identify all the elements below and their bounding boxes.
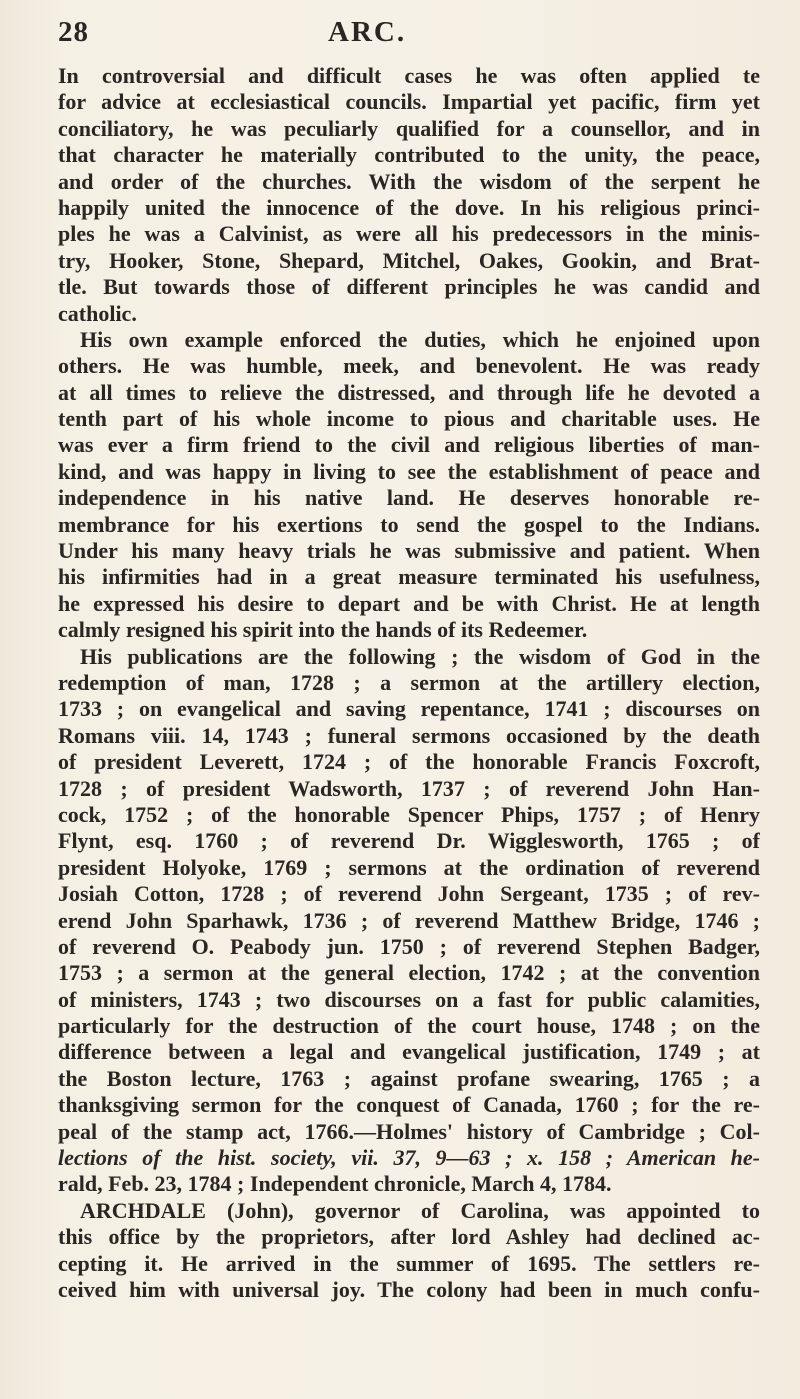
text-line: was ever a firm friend to the civil and religious liberties of man- xyxy=(58,432,760,458)
text-line: that character he materially contributed to the unity, the peace, xyxy=(58,142,760,168)
text-line: catholic. xyxy=(58,300,137,326)
page-number: 28 xyxy=(58,16,89,48)
text-line: of reverend O. Peabody jun. 1750 ; of reverend Stephen Badger, xyxy=(58,933,760,959)
body-text xyxy=(58,63,760,1303)
text-line: particularly for the destruction of the court house, 1748 ; on the xyxy=(58,1013,760,1039)
running-head: ARC. xyxy=(328,16,407,48)
text-line: ples he was a Calvinist, as were all his predecessors in the minis- xyxy=(58,221,760,247)
text-line: tenth part of his whole income to pious and charitable uses. He xyxy=(58,406,760,432)
text-line: and order of the churches. With the wisdom of the serpent he xyxy=(58,168,760,194)
text-line: at all times to relieve the distressed, and through life he devoted a xyxy=(58,379,760,405)
text-line: he expressed his desire to depart and be with Christ. He at length xyxy=(58,590,760,616)
text-line: happily united the innocence of the dove. In his religious princi- xyxy=(58,194,760,220)
text-line: Romans viii. 14, 1743 ; funeral sermons occasioned by the death xyxy=(58,722,760,748)
text-line: tle. But towards those of different principles he was candid and xyxy=(58,274,760,300)
text-line: thanksgiving sermon for the conquest of Canada, 1760 ; for the re- xyxy=(58,1092,760,1118)
text-line: this office by the proprietors, after lord Ashley had declined ac- xyxy=(58,1224,760,1250)
text-line: calmly resigned his spirit into the hands of its Redeemer. xyxy=(58,617,588,643)
text-line: 1733 ; on evangelical and saving repentance, 1741 ; discourses on xyxy=(58,696,760,722)
text-line: redemption of man, 1728 ; a sermon at the artillery election, xyxy=(58,669,760,695)
text-line: the Boston lecture, 1763 ; against profane swearing, 1765 ; a xyxy=(58,1065,760,1091)
text-line: 1728 ; of president Wadsworth, 1737 ; of reverend John Han- xyxy=(58,775,760,801)
text-line: 1753 ; a sermon at the general election, 1742 ; at the convention xyxy=(58,960,760,986)
text-line: difference between a legal and evangelical justification, 1749 ; at xyxy=(58,1039,760,1065)
text-line: peal of the stamp act, 1766.—Holmes' history of Cambridge ; Col- xyxy=(58,1118,760,1144)
text-line: independence in his native land. He deserves honorable re- xyxy=(58,485,760,511)
text-line: ceived him with universal joy. The colony had been in much confu- xyxy=(58,1276,760,1302)
text-line: His own example enforced the duties, which he enjoined upon xyxy=(80,326,760,352)
text-line: membrance for his exertions to send the gospel to the Indians. xyxy=(58,511,760,537)
text-line: his infirmities had in a great measure terminated his usefulness, xyxy=(58,564,760,590)
text-line: cock, 1752 ; of the honorable Spencer Phips, 1757 ; of Henry xyxy=(58,801,760,827)
text-line: ARCHDALE (John), governor of Carolina, was appointed to xyxy=(80,1197,760,1223)
text-line: His publications are the following ; the wisdom of God in the xyxy=(80,643,760,669)
text-line: In controversial and difficult cases he was often applied te xyxy=(58,63,760,88)
text-line: for advice at ecclesiastical councils. Impartial yet pacific, firm yet xyxy=(58,89,760,115)
page-header xyxy=(58,16,758,50)
text-line: conciliatory, he was peculiarly qualified for a counsellor, and in xyxy=(58,115,760,141)
text-line: Under his many heavy trials he was submissive and patient. When xyxy=(58,538,760,564)
text-line: cepting it. He arrived in the summer of 1695. The settlers re- xyxy=(58,1250,760,1276)
text-line: try, Hooker, Stone, Shepard, Mitchel, Oakes, Gookin, and Brat- xyxy=(58,247,760,273)
text-line: rald, Feb. 23, 1784 ; Independent chronicle, March 4, 1784. xyxy=(58,1171,612,1197)
text-line: of president Leverett, 1724 ; of the honorable Francis Foxcroft, xyxy=(58,749,760,775)
text-line: erend John Sparhawk, 1736 ; of reverend Matthew Bridge, 1746 ; xyxy=(58,907,760,933)
text-line: president Holyoke, 1769 ; sermons at the ordination of reverend xyxy=(58,854,760,880)
text-line: others. He was humble, meek, and benevolent. He was ready xyxy=(58,353,760,379)
text-line: lections of the hist. society, vii. 37, 9—63 ; x. 158 ; American he- xyxy=(58,1145,760,1171)
text-line: Flynt, esq. 1760 ; of reverend Dr. Wigglesworth, 1765 ; of xyxy=(58,828,760,854)
text-line: of ministers, 1743 ; two discourses on a fast for public calamities, xyxy=(58,986,760,1012)
text-line: kind, and was happy in living to see the establishment of peace and xyxy=(58,458,760,484)
text-line: Josiah Cotton, 1728 ; of reverend John Sergeant, 1735 ; of rev- xyxy=(58,881,760,907)
